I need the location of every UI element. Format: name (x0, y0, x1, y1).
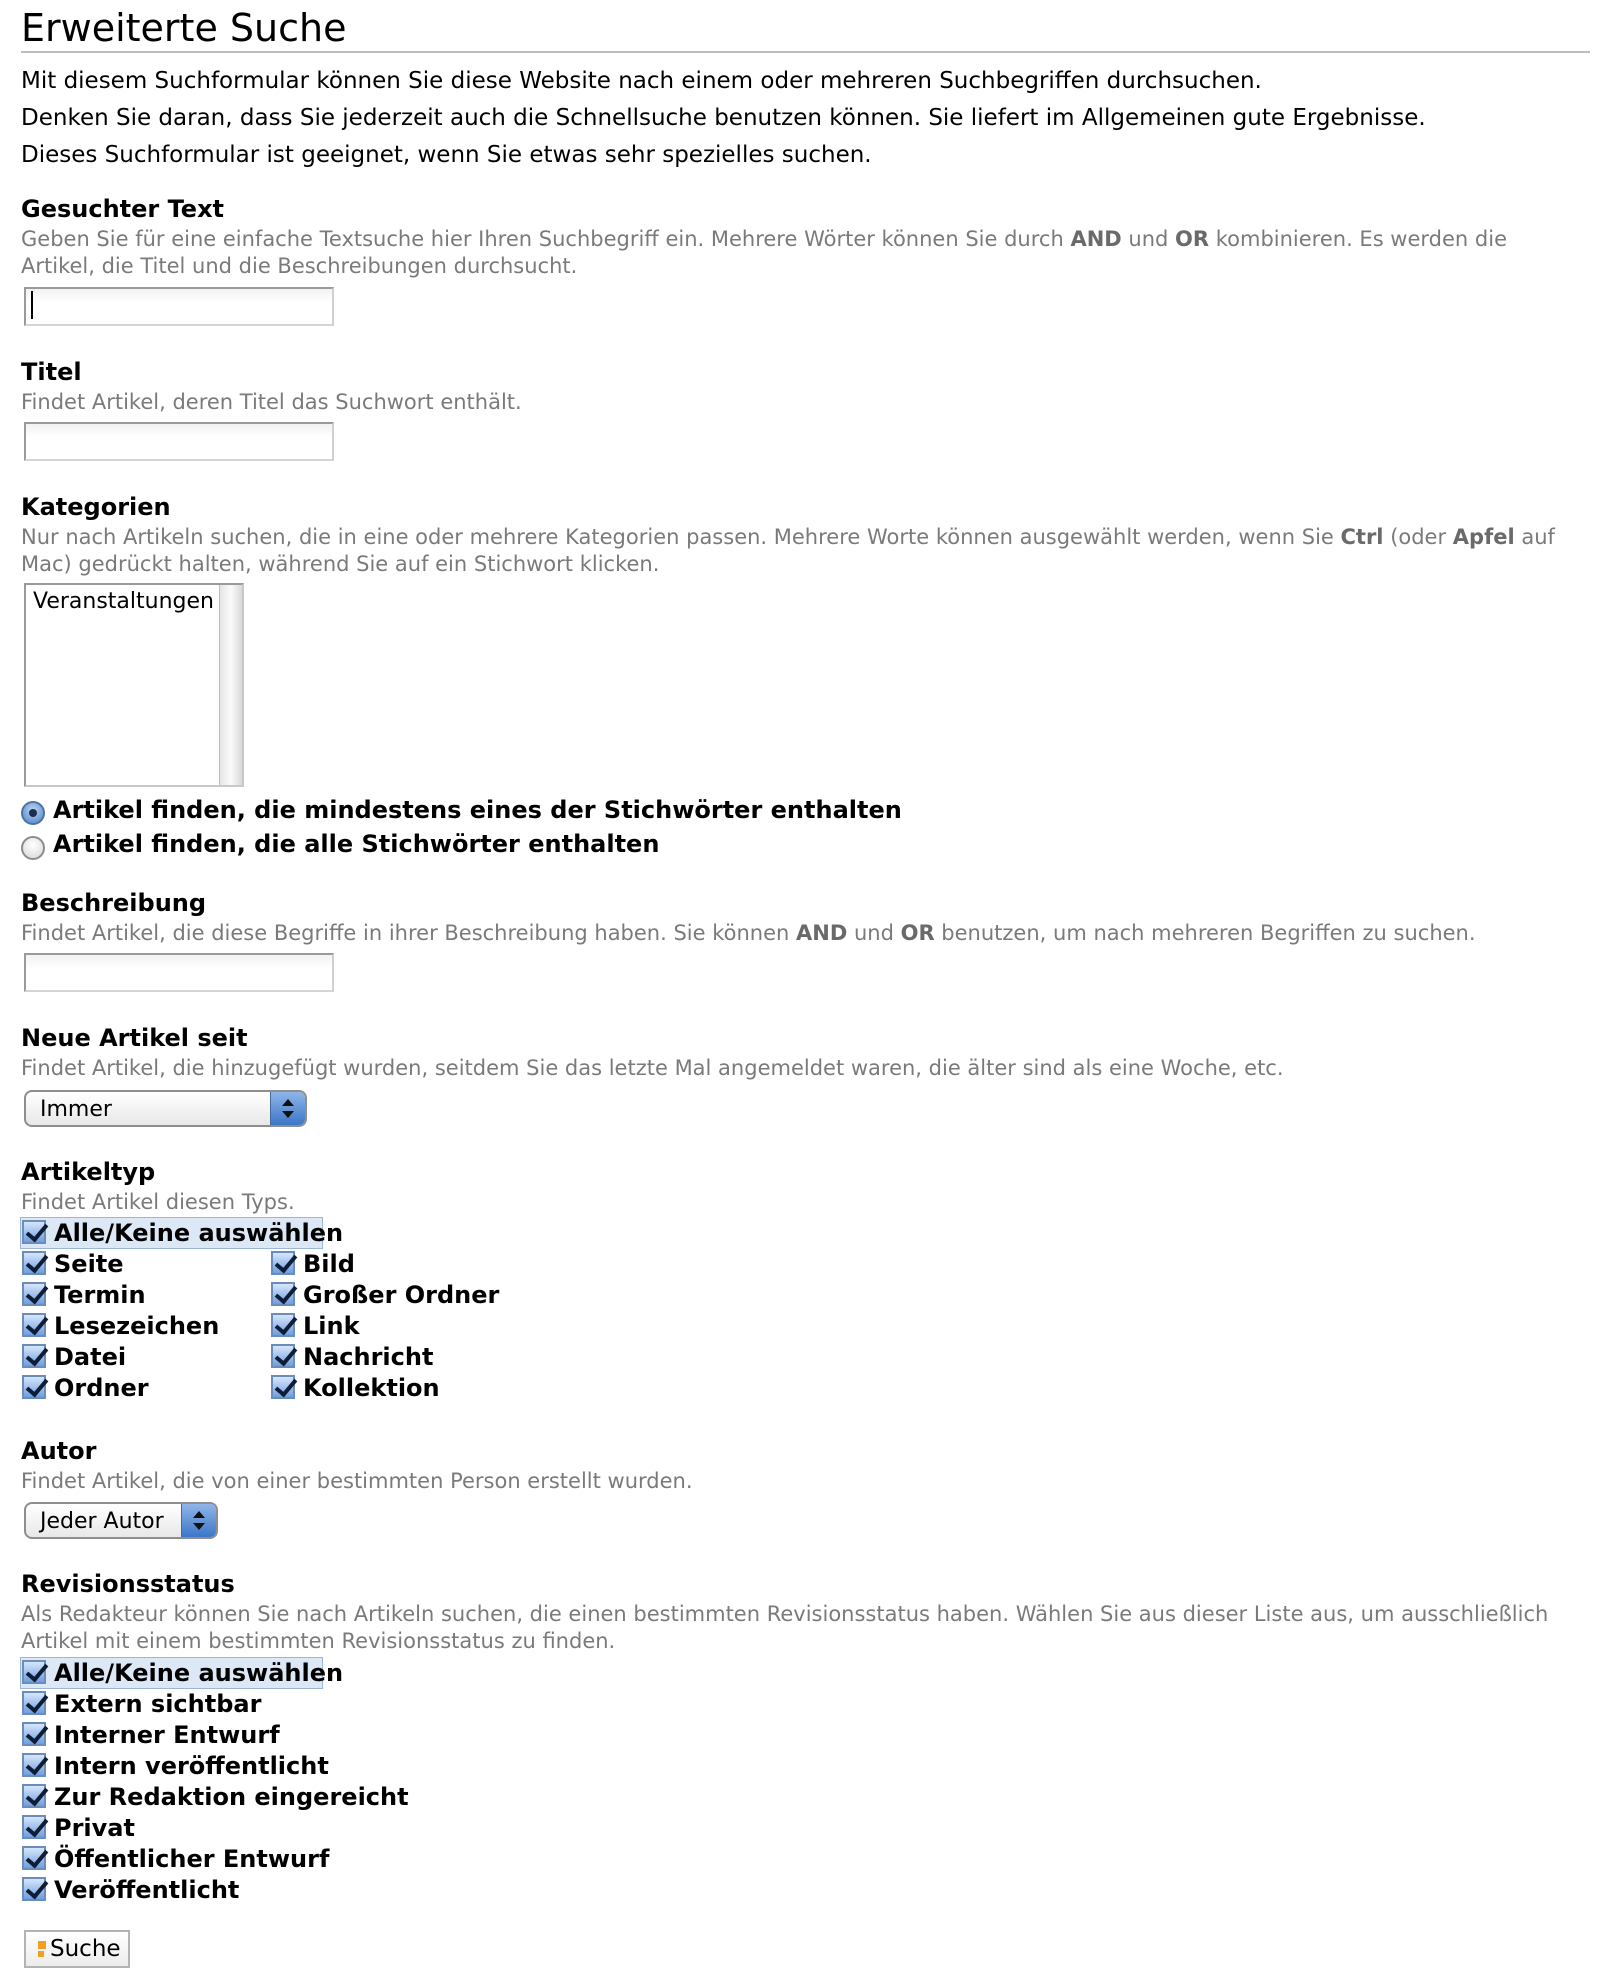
submit-marker-icon (38, 1951, 44, 1957)
search-submit-label: Suche (50, 1936, 121, 1962)
listbox-scrollbar[interactable] (219, 585, 242, 785)
operator-or-label: Artikel finden, die mindestens eines der Stichwörter enthalten (53, 796, 902, 824)
page-title: Erweiterte Suche (21, 6, 347, 50)
intro-line-3: Dieses Suchformular ist geeignet, wenn Sie etwas sehr spezielles suchen. (21, 142, 872, 168)
categories-help: Nur nach Artikeln suchen, die in eine oder mehrere Kategorien passen. Mehrere Worte können ausgewählt werden, wenn Sie Ctrl (oder Apfel auf Mac) gedrückt halten, während Sie auf ein Stichwort klicken. (21, 525, 1555, 576)
item-type-help: Findet Artikel diesen Typs. (21, 1190, 295, 1214)
author-label: Autor (21, 1437, 97, 1465)
checkbox[interactable] (22, 1722, 46, 1746)
operator-and-label: Artikel finden, die alle Stichwörter enthalten (53, 830, 660, 858)
intro-line-2: Denken Sie daran, dass Sie jederzeit auch die Schnellsuche benutzen können. Sie liefert im Allgemeinen gute Ergebnisse. (21, 105, 1426, 131)
submit-marker-icon (38, 1941, 46, 1949)
item-type-label: Artikeltyp (21, 1158, 156, 1186)
checkbox[interactable] (22, 1344, 46, 1368)
checkbox[interactable] (271, 1375, 295, 1399)
author-select[interactable] (24, 1502, 218, 1539)
new-since-value: Immer (40, 1097, 112, 1122)
review-state-label: Revisionsstatus (21, 1570, 235, 1598)
intro-line-1: Mit diesem Suchformular können Sie diese Website nach einem oder mehreren Suchbegriffen durchsuchen. (21, 68, 1262, 94)
checkbox[interactable] (271, 1313, 295, 1337)
checkbox[interactable] (22, 1251, 46, 1275)
checkbox[interactable] (22, 1753, 46, 1777)
select-arrows-icon (181, 1504, 216, 1537)
checkbox[interactable] (22, 1846, 46, 1870)
description-help: Findet Artikel, die diese Begriffe in ihrer Beschreibung haben. Sie können AND und OR benutzen, um nach mehreren Begriffen zu suchen. (21, 921, 1476, 945)
checkbox[interactable] (22, 1877, 46, 1901)
title-input[interactable] (24, 422, 334, 461)
advanced-search-page: Erweiterte Suche Mit diesem Suchformular können Sie diese Website nach einem oder mehreren Suchbegriffen durchsuchen. Denken Sie daran, dass Sie jederzeit auch die Schnellsuche benutzen können. Sie liefert im Allgemeinen gute Ergebnisse. Dieses Suchformular ist geeignet, wenn Sie etwas sehr spezielles suchen. Gesuchter Text Geben Sie für eine einfache Textsuche hier Ihren Suchbegriff ein. Mehrere Wörter können Sie durch AND und OR kombinieren. Es werden die Artikel, die Titel und die Beschreibungen durchsucht. Titel Findet Artikel, deren Titel das Suchwort enthält. Kategorien Nur nach Artikeln suchen, die in eine oder mehrere Kategorien passen. Mehrere Worte können ausgewählt werden, wenn Sie Ctrl (oder Apfel auf Mac) gedrückt halten, während Sie auf ein Stichwort klicken. Veranstaltungen Artikel finden, die mindestens eines der Stichwörter enthalten Artikel finden, die alle Stichwörter enthalten Beschreibung Findet Artikel, die diese Begriffe in ihrer Beschreibung haben. Sie können AND und OR benutzen, um nach mehreren Begriffen zu suchen. Neue Artikel seit Findet Artikel, die hinzugefügt wurden, seitdem Sie das letzte Mal angemeldet waren, die älter sind als eine Woche, etc. Immer Artikeltyp Findet Artikel diesen Typs. Alle/Keine auswählen Seite Termin Lesezeichen Datei Ordner Bild Großer Ordner Link Nachricht Kollektion Autor Findet Artikel, die von einer bestimmten Person erstellt wurden. Jeder Autor Revisionsstatus Als Redakteur können Sie nach Artikeln suchen, die einen bestimmten Revisionsstatus haben. Wählen Sie aus dieser Liste aus, um ausschließlich Artikel mit einem bestimmten Revisionsstatus zu finden. Alle/Keine auswählen Extern sichtbar Interner Entwurf Intern veröffentlicht Zur Redaktion eingereicht Privat Öffentlicher Entwurf Veröffentlicht Suche (0, 0, 1602, 1986)
title-underline (21, 51, 1590, 53)
select-arrows-icon (270, 1092, 305, 1125)
description-input[interactable] (24, 953, 334, 992)
operator-or-radio[interactable] (21, 801, 45, 825)
categories-label: Kategorien (21, 493, 171, 521)
search-submit-button[interactable] (24, 1930, 130, 1968)
checkbox[interactable] (22, 1784, 46, 1808)
text-caret (31, 291, 33, 319)
review-state-help: Als Redakteur können Sie nach Artikeln suchen, die einen bestimmten Revisionsstatus haben. Wählen Sie aus dieser Liste aus, um ausschließlich Artikel mit einem bestimmten Revisionsstatus zu finden. (21, 1602, 1549, 1653)
checkbox[interactable] (22, 1282, 46, 1306)
checkbox[interactable] (22, 1375, 46, 1399)
operator-and-radio[interactable] (21, 836, 45, 860)
author-help: Findet Artikel, die von einer bestimmten Person erstellt wurden. (21, 1469, 693, 1493)
author-value: Jeder Autor (40, 1509, 164, 1534)
new-since-select[interactable] (24, 1090, 307, 1127)
checkbox[interactable] (22, 1313, 46, 1337)
searchable-text-help: Geben Sie für eine einfache Textsuche hier Ihren Suchbegriff ein. Mehrere Wörter können Sie durch AND und OR kombinieren. Es werden die Artikel, die Titel und die Beschreibungen durchsucht. (21, 227, 1507, 278)
title-label: Titel (21, 358, 82, 386)
searchable-text-label: Gesuchter Text (21, 195, 225, 223)
category-option[interactable]: Veranstaltungen (33, 589, 214, 614)
checkbox[interactable] (271, 1251, 295, 1275)
checkbox[interactable] (271, 1344, 295, 1368)
checkbox[interactable] (22, 1220, 46, 1244)
checkbox[interactable] (271, 1282, 295, 1306)
checkbox[interactable] (22, 1815, 46, 1839)
searchable-text-input[interactable] (24, 287, 334, 326)
checkbox[interactable] (22, 1660, 46, 1684)
checkbox[interactable] (22, 1691, 46, 1715)
new-since-label: Neue Artikel seit (21, 1024, 248, 1052)
title-help: Findet Artikel, deren Titel das Suchwort enthält. (21, 390, 522, 414)
description-label: Beschreibung (21, 889, 207, 917)
categories-listbox[interactable] (24, 583, 244, 787)
new-since-help: Findet Artikel, die hinzugefügt wurden, seitdem Sie das letzte Mal angemeldet waren, die älter sind als eine Woche, etc. (21, 1056, 1284, 1080)
